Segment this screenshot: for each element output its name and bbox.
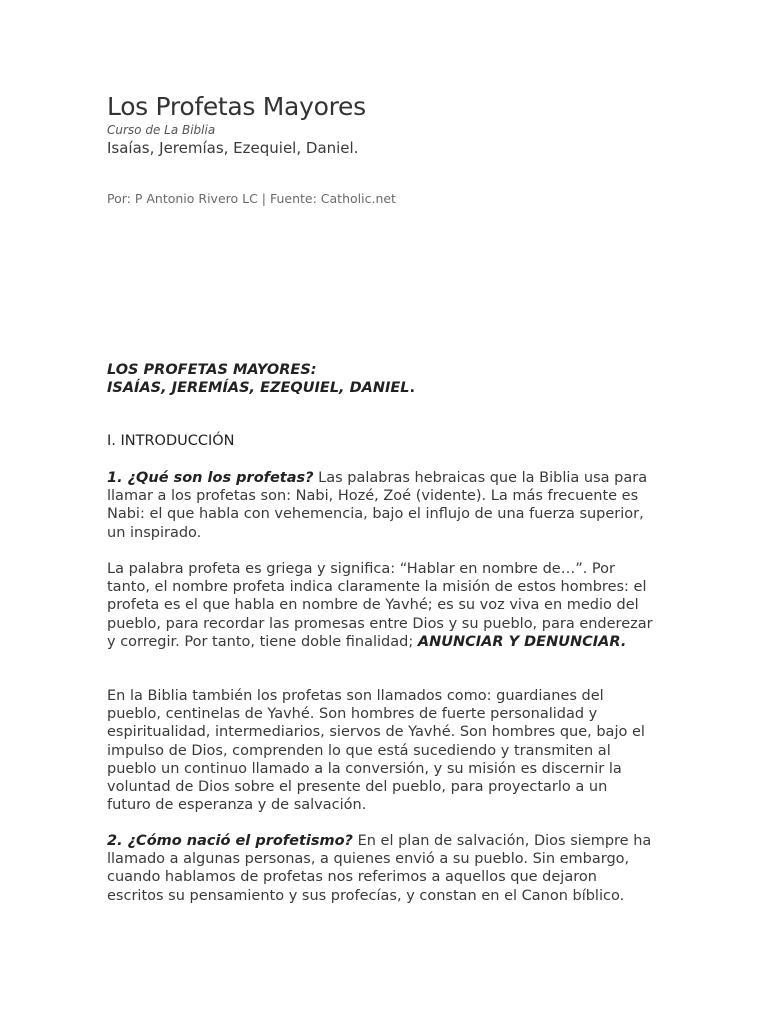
paragraph-lead: 1. ¿Qué son los profetas? bbox=[107, 470, 314, 486]
author-byline: Por: P Antonio Rivero LC | Fuente: Catholic.net bbox=[107, 191, 396, 206]
main-heading-line1: LOS PROFETAS MAYORES: bbox=[107, 362, 317, 378]
main-heading-line2-text: ISAÍAS, JEREMÍAS, EZEQUIEL, DANIEL bbox=[107, 380, 410, 396]
paragraph-lead: 2. ¿Cómo nació el profetismo? bbox=[107, 833, 353, 849]
paragraph bbox=[107, 560, 655, 651]
paragraph-emphasis: ANUNCIAR Y DENUNCIAR bbox=[417, 633, 621, 650]
paragraph: En la Biblia también los profetas son llamados como: guardianes del pueblo, centinelas de Yavhé. Son hombres de fuerte personalidad y espiritualidad, intermediarios, siervos de Yavhé. Son hombres que, bajo el impulso de Dios, comprenden lo que está sucediendo y transmiten al pueblo un continuo llamado a la conversión, y su misión es discernir la voluntad de Dios sobre el presente del pueblo, para proyectarlo a un futuro de esperanza y de salvación. bbox=[107, 688, 645, 814]
paragraph bbox=[107, 832, 655, 905]
main-heading-line2 bbox=[107, 379, 415, 397]
document-title: Los Profetas Mayores bbox=[107, 92, 366, 121]
paragraph bbox=[107, 469, 655, 542]
document-subtitle: Curso de La Biblia bbox=[107, 123, 216, 137]
paragraph-text: En el plan de salvación, Dios siempre ha llamado a algunas personas, a quienes envió a su pueblo. Sin embargo, cuando hablamos de profetas nos referimos a aquellos que dejaron escritos su pensamiento y sus profecías, y constan en el Canon bíblico. bbox=[107, 833, 652, 904]
paragraph-text: La palabra profeta es griega y significa: “Hablar en nombre de…”. Por tanto, el nombre profeta indica claramente la misión de estos hombres: el profeta es el que habla en nombre de Yavhé; es su voz viva en medio del pueblo, para recordar las promesas entre Dios y su pueblo, para enderezar y corregir. Por tanto, tiene doble finalidad; bbox=[107, 561, 653, 650]
main-heading bbox=[107, 361, 415, 397]
main-heading-line2-end: . bbox=[409, 380, 416, 396]
paragraph-end: . bbox=[620, 633, 627, 650]
section-title: I. INTRODUCCIÓN bbox=[107, 433, 235, 449]
paragraph-text: Las palabras hebraicas que la Biblia usa para llamar a los profetas son: Nabi, Hozé, Zoé (vidente). La más frecuente es Nabi: el que habla con vehemencia, bajo el influjo de una fuerza superior, un inspirado. bbox=[107, 470, 648, 541]
prophets-list: Isaías, Jeremías, Ezequiel, Daniel. bbox=[107, 139, 359, 157]
